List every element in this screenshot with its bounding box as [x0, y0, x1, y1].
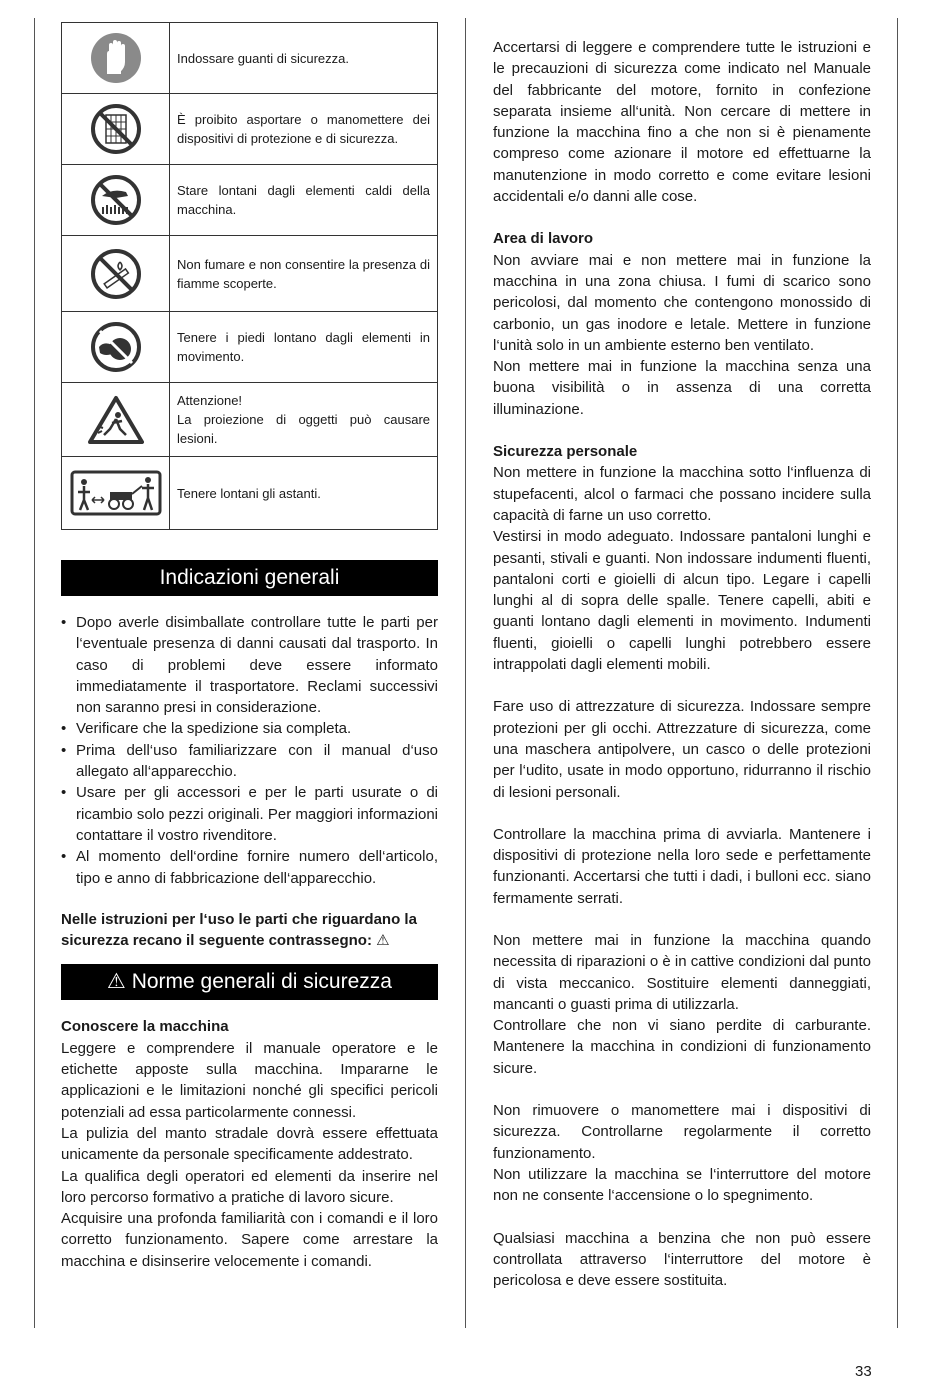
symbol-text: È proibito asportare o manomettere dei dispositivi di protezione e di sicurezza. [170, 94, 438, 165]
symbol-text: Stare lontani dagli elementi caldi della macchina. [170, 165, 438, 236]
symbol-row [62, 23, 438, 94]
safety-rules-heading: ⚠ Norme generali di sicurezza [61, 964, 438, 1000]
safety-marking-notice: Nelle istruzioni per l‘uso le parti che riguardano la sicurezza recano il seguente contrassegno: ⚠ [61, 910, 417, 950]
general-info-list [61, 612, 438, 889]
symbol-row [62, 383, 438, 457]
paragraph: Non mettere mai in funzione la macchina senza una buona visibilità o in assenza di una corretta illuminazione. [493, 358, 871, 418]
paragraph: Fare uso di attrezzature di sicurezza. Indossare sempre protezioni per gli occhi. Attrezzature di sicurezza, come una maschera antipolvere, un casco o delle protezioni per l‘udito, usate in modo opportuno, ridurranno il rischio di lesioni personali. [493, 698, 871, 801]
section-title: Area di lavoro [493, 230, 594, 248]
paragraph: Non mettere mai in funzione la macchina quando necessita di riparazioni o è in cattive condizioni dal punto di vista meccanico. Sostituire elementi danneggiati, mancanti o guasti prima di utilizzarla. [493, 931, 871, 1013]
list-item-text: Prima dell‘uso familiarizzare con il manual d‘uso allegato all‘apparecchio. [76, 741, 438, 781]
paragraph: Vestirsi in modo adeguato. Indossare pantaloni lunghi e pesanti, stivali e guanti. Non indossare indumenti fluenti, pantaloni corti e gioielli di alcun tipo. Legare i capelli lunghi al di sopra delle spalle. Tenere capelli, abiti e guanti lontano dagli elementi in movimento. Indumenti fluenti, gioielli o capelli lunghi potrebbero essere intrappolati dagli elementi mobili. [493, 528, 871, 674]
safety-symbols-table [61, 22, 438, 530]
list-item-text: Dopo averle disimballate controllare tutte le parti per l‘eventuale presenza di danni causati dal trasporto. In caso di problemi deve essere informato immediatamente il trasportatore. Reclami successivi non saranno presi in considerazione. [76, 614, 438, 717]
no-tampering-icon [62, 94, 170, 165]
paragraph: La pulizia del manto stradale dovrà essere effettuata unicamente da personale specificamente addestrato. [61, 1124, 438, 1164]
symbol-text: Tenere lontani gli astanti. [170, 457, 438, 530]
paragraph: Leggere e comprendere il manuale operatore e le etichette apposte sulla macchina. Impararne le applicazioni e le limitazioni nonché gli specifici pericoli potenziali ad essa particolarmente connessi. [61, 1039, 438, 1121]
symbol-text: Tenere i piedi lontano dagli elementi in movimento. [170, 312, 438, 383]
list-item [61, 718, 438, 739]
list-item [61, 612, 438, 718]
list-item [61, 846, 438, 889]
symbol-text: Indossare guanti di sicurezza. [170, 23, 438, 94]
projection-warning-icon [62, 383, 170, 457]
list-item-text: Usare per gli accessori e per le parti usurate o di ricambio solo pezzi originali. Per maggiori informazioni contattare il vostro rivenditore. [76, 784, 438, 844]
symbol-row [62, 165, 438, 236]
left-margin-rule [34, 18, 35, 1328]
paragraph: Non mettere in funzione la macchina sotto l‘influenza di stupefacenti, alcol o farmaci che possano incidere sulla capacità di farne un uso corretto. [493, 464, 871, 524]
intro-paragraph: Accertarsi di leggere e comprendere tutte le istruzioni e le precauzioni di sicurezza come indicato nel Manuale del fabbricante del motore, fornito in confezione separata insieme all‘unità. Non cercare di mettere in funzione la macchina fino a che non si è pienamente compreso come azionare il motore ed effettuarne la manutenzione in modo corretto e come evitare lesioni accidentali e/o danni alle cose. [493, 39, 871, 206]
list-item-text: Verificare che la spedizione sia completa. [76, 720, 352, 738]
page-number: 33 [855, 1363, 872, 1380]
gloves-icon [62, 23, 170, 94]
section-title: Sicurezza personale [493, 443, 638, 461]
general-info-heading: Indicazioni generali [61, 560, 438, 596]
left-column [61, 22, 438, 1272]
symbol-row [62, 457, 438, 530]
column-divider-rule [465, 18, 466, 1328]
paragraph: Controllare la macchina prima di avviarla. Mantenere i dispositivi di protezione nella loro sede e perfettamente funzionanti. Accertarsi che tutti i dadi, i bulloni ecc. siano fermamente serrati. [493, 825, 871, 907]
bullet-marker: • [61, 848, 67, 866]
no-smoking-icon [62, 236, 170, 312]
keep-bystanders-away-icon [62, 457, 170, 530]
section-title: Conoscere la macchina [61, 1018, 229, 1036]
right-margin-rule [897, 18, 898, 1328]
feet-away-icon [62, 312, 170, 383]
bullet-marker: • [61, 741, 67, 759]
symbol-text: Non fumare e non consentire la presenza di fiamme scoperte. [170, 236, 438, 312]
paragraph: Qualsiasi macchina a benzina che non può essere controllata attraverso l‘interruttore del motore è pericolosa e deve essere sostituita. [493, 1229, 871, 1290]
hot-surface-icon [62, 165, 170, 236]
bullet-marker: • [61, 614, 67, 631]
bullet-marker: • [61, 720, 67, 738]
symbol-row [62, 312, 438, 383]
paragraph: Non avviare mai e non mettere mai in funzione la macchina in una zona chiusa. I fumi di scarico sono pericolosi, dal momento che contengono monossido di carbonio, un gas inodore e letale. Mettere in funzione l‘unità solo in un ambiente esterno ben ventilato. [493, 251, 871, 354]
list-item [61, 740, 438, 783]
right-column [493, 37, 871, 1291]
bullet-marker: • [61, 784, 67, 802]
paragraph: La qualifica degli operatori ed elementi da inserire nel loro percorso formativo a pratiche di lavoro sicure. [61, 1167, 438, 1206]
list-item [61, 782, 438, 846]
paragraph: Non utilizzare la macchina se l‘interruttore del motore non ne consente l‘accensione o lo spegnimento. [493, 1165, 871, 1205]
list-item-text: Al momento dell‘ordine fornire numero dell‘articolo, tipo e anno di fabbricazione dell‘apparecchio. [76, 848, 438, 887]
paragraph: Non rimuovere o manomettere mai i dispositivi di sicurezza. Controllarne regolarmente il corretto funzionamento. [493, 1102, 871, 1162]
symbol-row [62, 94, 438, 165]
symbol-row [62, 236, 438, 312]
paragraph: Controllare che non vi siano perdite di carburante. Mantenere la macchina in condizioni di funzionamento sicure. [493, 1017, 871, 1077]
symbol-text: Attenzione! La proiezione di oggetti può causare lesioni. [170, 383, 438, 457]
paragraph: Acquisire una profonda familiarità con i comandi e il loro corretto funzionamento. Sapere come arrestare la macchina e disinserire velocemente i comandi. [61, 1210, 438, 1270]
